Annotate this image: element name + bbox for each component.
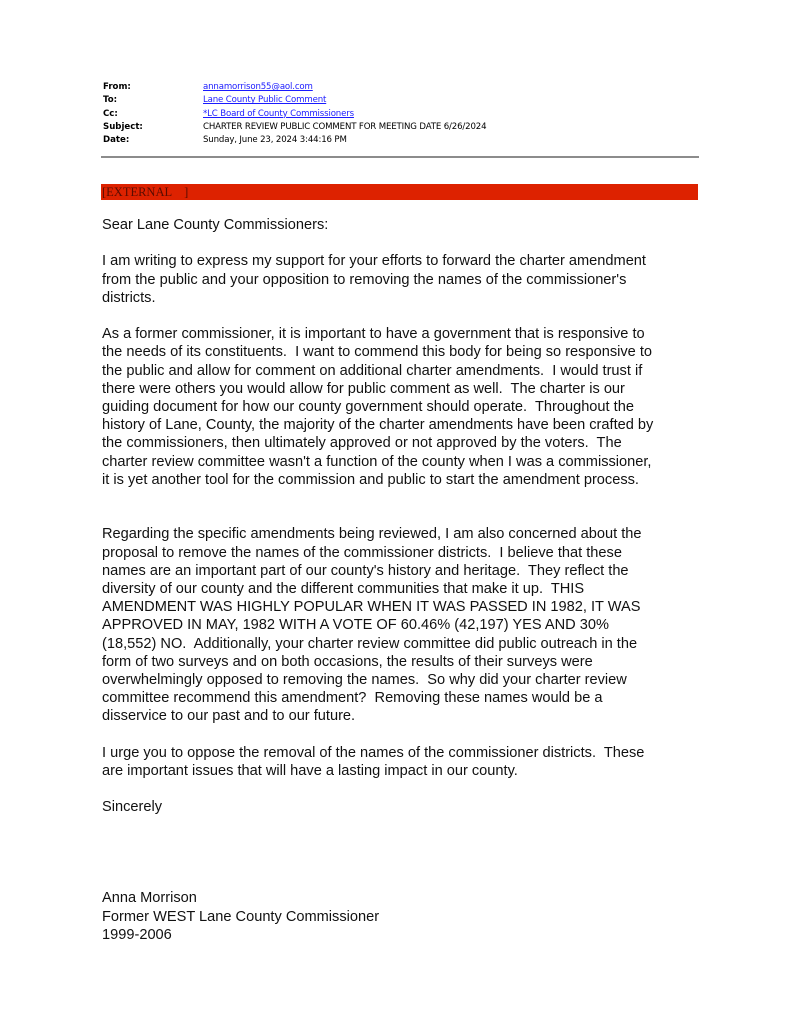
from-label: From: [103, 82, 131, 92]
paragraph-3: Regarding the specific amendments being reviewed, I am also concerned about the proposal to remove the names of the commissioner districts. I believe that these names are an important part of our county's history and heritage. They reflect the diversity of our county and the different communities that make it up. THIS AMENDMENT WAS HIGHLY POPULAR WHEN IT WAS PASSED IN 1982, IT WAS APPROVED IN MAY, 1982 WITH A VOTE OF 60.46% (42,197) YES AND 30% (18,552) NO. Additionally, your charter review committee did public outreach in the form of two surveys and on both occasions, the results of their surveys were overwhelmingly opposed to removing the names. So why did your charter review committee recommend this amendment? Removing these names would be a disservice to our past and to our future. [102, 526, 642, 725]
header-row-to [103, 94, 703, 107]
date-value: Sunday, June 23, 2024 3:44:16 PM [203, 135, 347, 146]
paragraph-4: I urge you to oppose the removal of the names of the commissioner districts. These are important issues that will have a lasting impact in our county. [102, 744, 645, 780]
paragraph-2: As a former commissioner, it is important to have a government that is responsive to the needs of its constituents. I want to commend this body for being so responsive to the public and allow for comment on additional charter amendments. I would trust if there were others you would allow for public comment as well. The charter is our guiding document for how our county government should operate. Throughout the history of Lane, County, the majority of the charter amendments have been crafted by the commissioners, then ultimately approved or not approved by the voters. The charter review committee wasn't a function of the county when I was a commissioner, it is yet another tool for the commission and public to start the amendment process. [102, 326, 654, 488]
header-row-from [103, 81, 703, 94]
cc-recipient-link[interactable]: *LC Board of County Commissioners [203, 108, 354, 119]
header-row-cc [103, 108, 703, 121]
header-row-subject [103, 121, 703, 134]
closing: Sincerely [102, 799, 163, 816]
date-label: Date: [103, 135, 130, 146]
to-recipient-link[interactable]: Lane County Public Comment [203, 95, 327, 106]
signature-title: Former WEST Lane County Commissioner [102, 908, 380, 925]
signature-block [102, 889, 707, 944]
subject-value: CHARTER REVIEW PUBLIC COMMENT FOR MEETING DATE 6/26/2024 [203, 121, 487, 132]
signature-years: 1999-2006 [102, 926, 172, 943]
header-row-date [103, 134, 703, 147]
letter-body [102, 216, 707, 944]
to-label: To: [103, 95, 118, 106]
email-header [103, 81, 703, 147]
cc-label: Cc: [103, 108, 118, 119]
signature-name: Anna Morrison [102, 890, 197, 907]
paragraph-1: I am writing to express my support for your efforts to forward the charter amendment from the public and your opposition to removing the names of the commissioner's districts. [102, 253, 646, 306]
salutation: Sear Lane County Commissioners: [102, 217, 329, 233]
external-warning-banner: [EXTERNAL ] [101, 184, 698, 200]
header-divider [101, 156, 699, 158]
from-email-link[interactable]: annamorrison55@aol.com [203, 82, 313, 92]
subject-label: Subject: [103, 121, 143, 132]
